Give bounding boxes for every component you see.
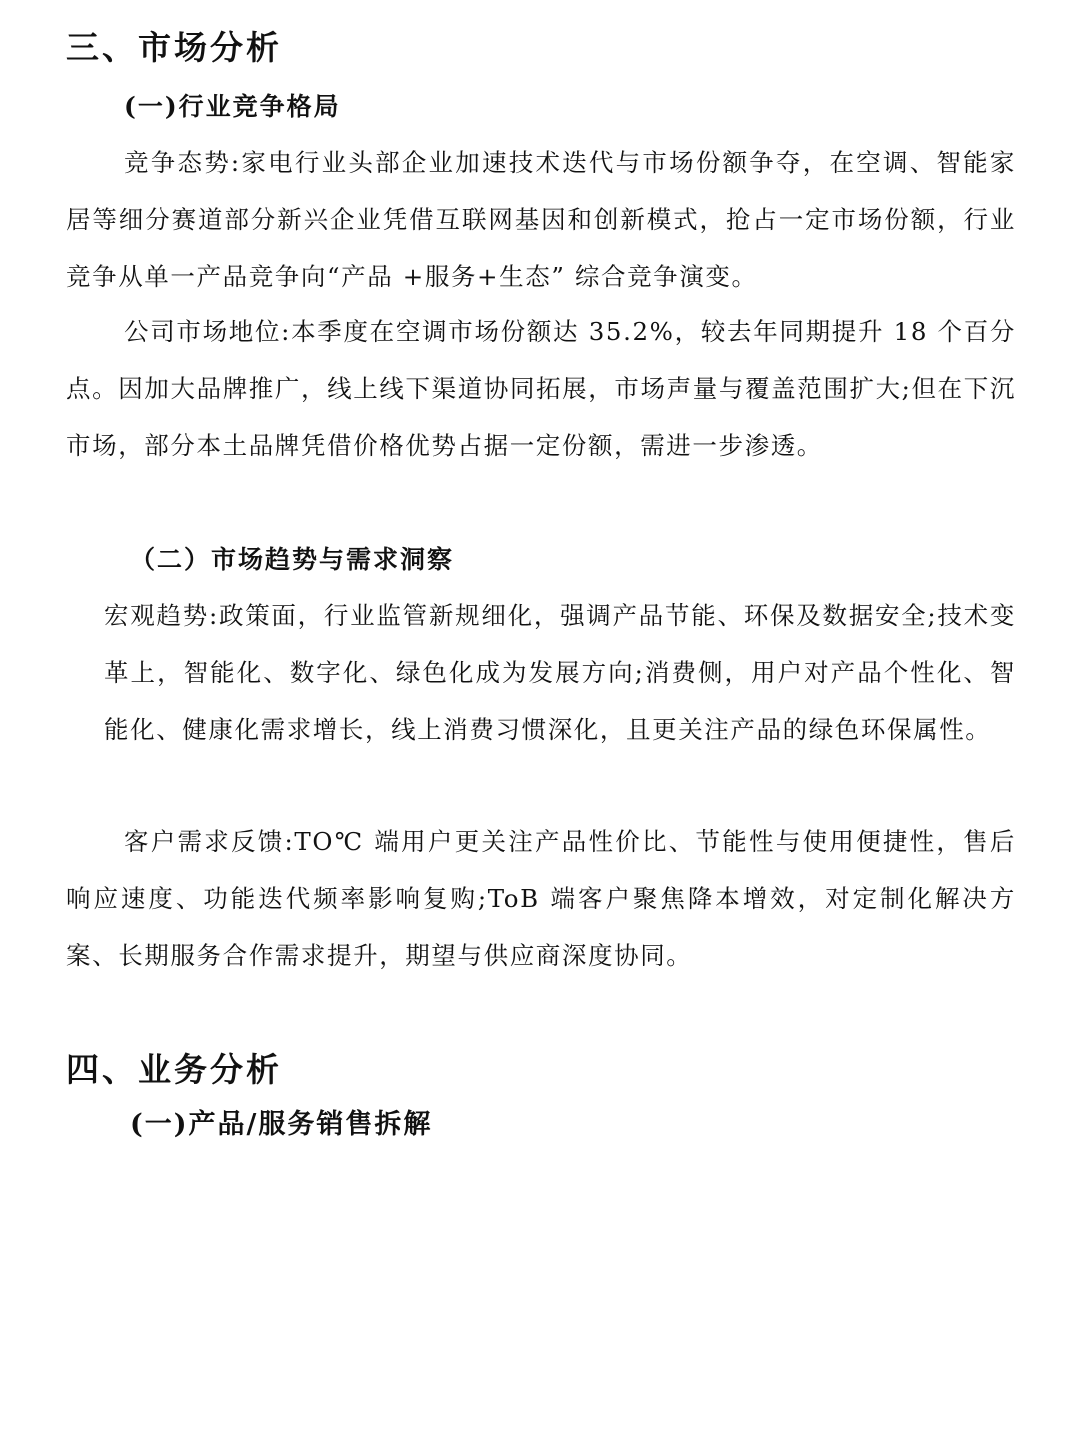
section-4-1-heading: (一)产品/服务销售拆解 [130,1109,433,1140]
section-4-heading: 四、业务分析 [66,1050,282,1089]
section-3-2-heading: （二）市场趋势与需求洞察 [130,545,455,574]
macro-trend-paragraph: 宏观趋势:政策面，行业监管新规细化，强调产品节能、环保及数据安全;技术变革上，智能化、数字化、绿色化成为发展方向;消费侧，用户对产品个性化、智能化、健康化需求增长，线上消费习惯深化，且更关注产品的绿色环保属性。 [104,601,1016,744]
market-position-paragraph: 公司市场地位:本季度在空调市场份额达 35.2%，较去年同期提升 18 个百分点。因加大品牌推广，线上线下渠道协同拓展，市场声量与覆盖范围扩大;但在下沉市场，部分本土品牌凭借价格优势占据一定份额，需进一步渗透。 [66,317,1016,460]
section-3-1-heading: (一)行业竞争格局 [124,92,341,121]
section-3-heading: 三、市场分析 [66,28,282,67]
customer-feedback-paragraph: 客户需求反馈:TO℃ 端用户更关注产品性价比、节能性与使用便捷性，售后响应速度、功能迭代频率影响复购;ToB 端客户聚焦降本增效，对定制化解决方案、长期服务合作需求提升，期望与供应商深度协同。 [66,827,1016,970]
competition-situation-paragraph: 竞争态势:家电行业头部企业加速技术迭代与市场份额争夺，在空调、智能家居等细分赛道部分新兴企业凭借互联网基因和创新模式，抢占一定市场份额，行业竞争从单一产品竞争向“产品 +服务+生态” 综合竞争演变。 [66,148,1016,291]
